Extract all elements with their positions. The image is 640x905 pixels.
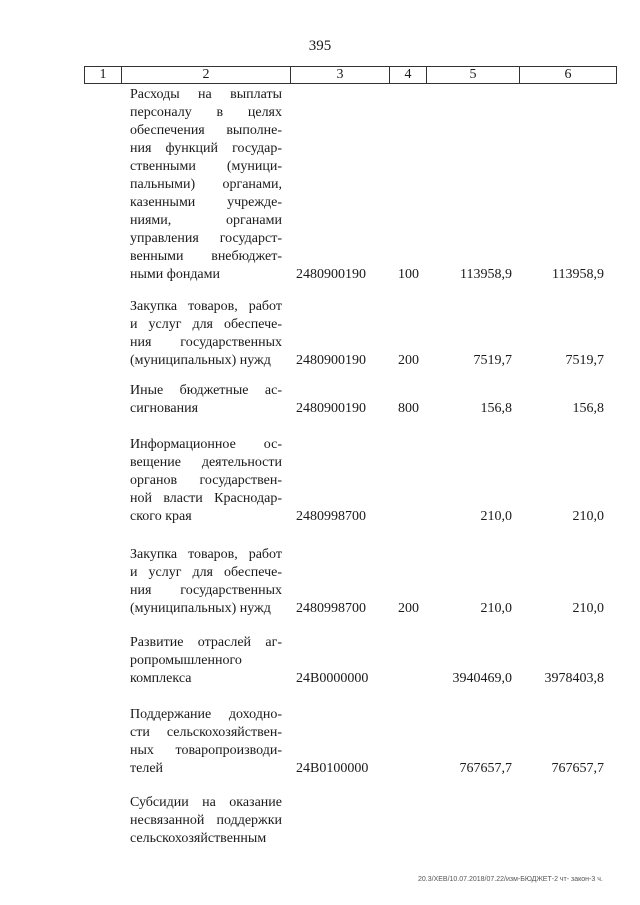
description-line: комплекса bbox=[130, 671, 192, 686]
budget-row bbox=[0, 706, 640, 778]
budget-row bbox=[0, 382, 640, 418]
row-amount-2020: 3978403,8 bbox=[544, 671, 604, 686]
description-line: ния государственных bbox=[130, 335, 282, 350]
description-line: ропромышленного bbox=[130, 653, 242, 668]
column-header-3: 3 bbox=[291, 67, 390, 84]
budget-row bbox=[0, 436, 640, 526]
row-description bbox=[130, 794, 282, 848]
row-amount-2020: 7519,7 bbox=[565, 353, 604, 368]
description-line: ных товаропроизводи- bbox=[130, 743, 282, 758]
description-line: венными внебюджет- bbox=[130, 249, 282, 264]
budget-row bbox=[0, 546, 640, 618]
column-header-6: 6 bbox=[520, 67, 617, 84]
description-line: и услуг для обеспече- bbox=[130, 317, 282, 332]
budget-row bbox=[0, 634, 640, 688]
row-amount-2019: 113958,9 bbox=[460, 267, 512, 282]
description-line: обеспечения выполне- bbox=[130, 123, 282, 138]
row-description bbox=[130, 298, 282, 370]
row-amount-2019: 3940469,0 bbox=[452, 671, 512, 686]
row-amount-2019: 7519,7 bbox=[473, 353, 512, 368]
row-description bbox=[130, 546, 282, 618]
row-expense-type: 100 bbox=[398, 267, 419, 282]
column-header-5: 5 bbox=[427, 67, 520, 84]
description-line: Расходы на выплаты bbox=[130, 87, 282, 102]
description-line: сигнования bbox=[130, 401, 199, 416]
description-line: казенными учрежде- bbox=[130, 195, 282, 210]
description-line: Иные бюджетные ас- bbox=[130, 383, 282, 398]
description-line: Развитие отраслей аг- bbox=[130, 635, 282, 650]
row-description bbox=[130, 382, 282, 418]
description-line: ниями, органами bbox=[130, 213, 282, 228]
description-line: вещение деятельности bbox=[130, 455, 282, 470]
budget-row bbox=[0, 86, 640, 284]
row-amount-2020: 113958,9 bbox=[552, 267, 604, 282]
row-description bbox=[130, 86, 282, 284]
column-header-2: 2 bbox=[122, 67, 291, 84]
description-line: телей bbox=[130, 761, 164, 776]
description-line: Информационное ос- bbox=[130, 437, 282, 452]
description-line: управления государст- bbox=[130, 231, 282, 246]
row-amount-2019: 156,8 bbox=[480, 401, 512, 416]
column-header-4: 4 bbox=[390, 67, 427, 84]
footer-stamp: 20.3/ХЕВ/10.07.2018/07.22/изм-БЮДЖЕТ-2 чт- закон-3 ч. bbox=[418, 876, 603, 883]
row-expense-type: 800 bbox=[398, 401, 419, 416]
description-line: ственными (муници- bbox=[130, 159, 282, 174]
row-code: 2480900190 bbox=[296, 401, 366, 416]
budget-row bbox=[0, 794, 640, 848]
description-line: ными фондами bbox=[130, 267, 221, 282]
description-line: Поддержание доходно- bbox=[130, 707, 282, 722]
description-line: сти сельскохозяйствен- bbox=[130, 725, 282, 740]
row-code: 24В0000000 bbox=[296, 671, 369, 686]
description-line: пальными) органами, bbox=[130, 177, 282, 192]
row-amount-2019: 210,0 bbox=[480, 509, 512, 524]
description-line: (муниципальных) нужд bbox=[130, 353, 271, 368]
description-line: ной власти Краснодар- bbox=[130, 491, 282, 506]
row-amount-2020: 767657,7 bbox=[551, 761, 604, 776]
description-line: ния функций государ- bbox=[130, 141, 282, 156]
row-description bbox=[130, 634, 282, 688]
column-header-row bbox=[85, 67, 617, 84]
budget-row bbox=[0, 298, 640, 370]
row-description bbox=[130, 706, 282, 778]
row-code: 24В0100000 bbox=[296, 761, 369, 776]
row-amount-2019: 210,0 bbox=[480, 601, 512, 616]
row-code: 2480900190 bbox=[296, 267, 366, 282]
description-line: органов государствен- bbox=[130, 473, 282, 488]
description-line: ского края bbox=[130, 509, 192, 524]
row-amount-2020: 210,0 bbox=[572, 509, 604, 524]
row-code: 2480998700 bbox=[296, 509, 366, 524]
row-amount-2020: 156,8 bbox=[572, 401, 604, 416]
row-code: 2480900190 bbox=[296, 353, 366, 368]
page-number: 395 bbox=[308, 38, 332, 54]
row-description bbox=[130, 436, 282, 526]
column-header-table bbox=[84, 66, 617, 84]
column-header-1: 1 bbox=[85, 67, 122, 84]
row-code: 2480998700 bbox=[296, 601, 366, 616]
row-expense-type: 200 bbox=[398, 353, 419, 368]
description-line: ния государственных bbox=[130, 583, 282, 598]
description-line: Закупка товаров, работ bbox=[130, 547, 282, 562]
description-line: несвязанной поддержки bbox=[130, 813, 282, 828]
description-line: персоналу в целях bbox=[130, 105, 282, 120]
description-line: (муниципальных) нужд bbox=[130, 601, 271, 616]
row-amount-2020: 210,0 bbox=[572, 601, 604, 616]
description-line: и услуг для обеспече- bbox=[130, 565, 282, 580]
description-line: Закупка товаров, работ bbox=[130, 299, 282, 314]
row-amount-2019: 767657,7 bbox=[459, 761, 512, 776]
row-expense-type: 200 bbox=[398, 601, 419, 616]
description-line: Субсидии на оказание bbox=[130, 795, 282, 810]
description-line: сельскохозяйственным bbox=[130, 831, 267, 846]
